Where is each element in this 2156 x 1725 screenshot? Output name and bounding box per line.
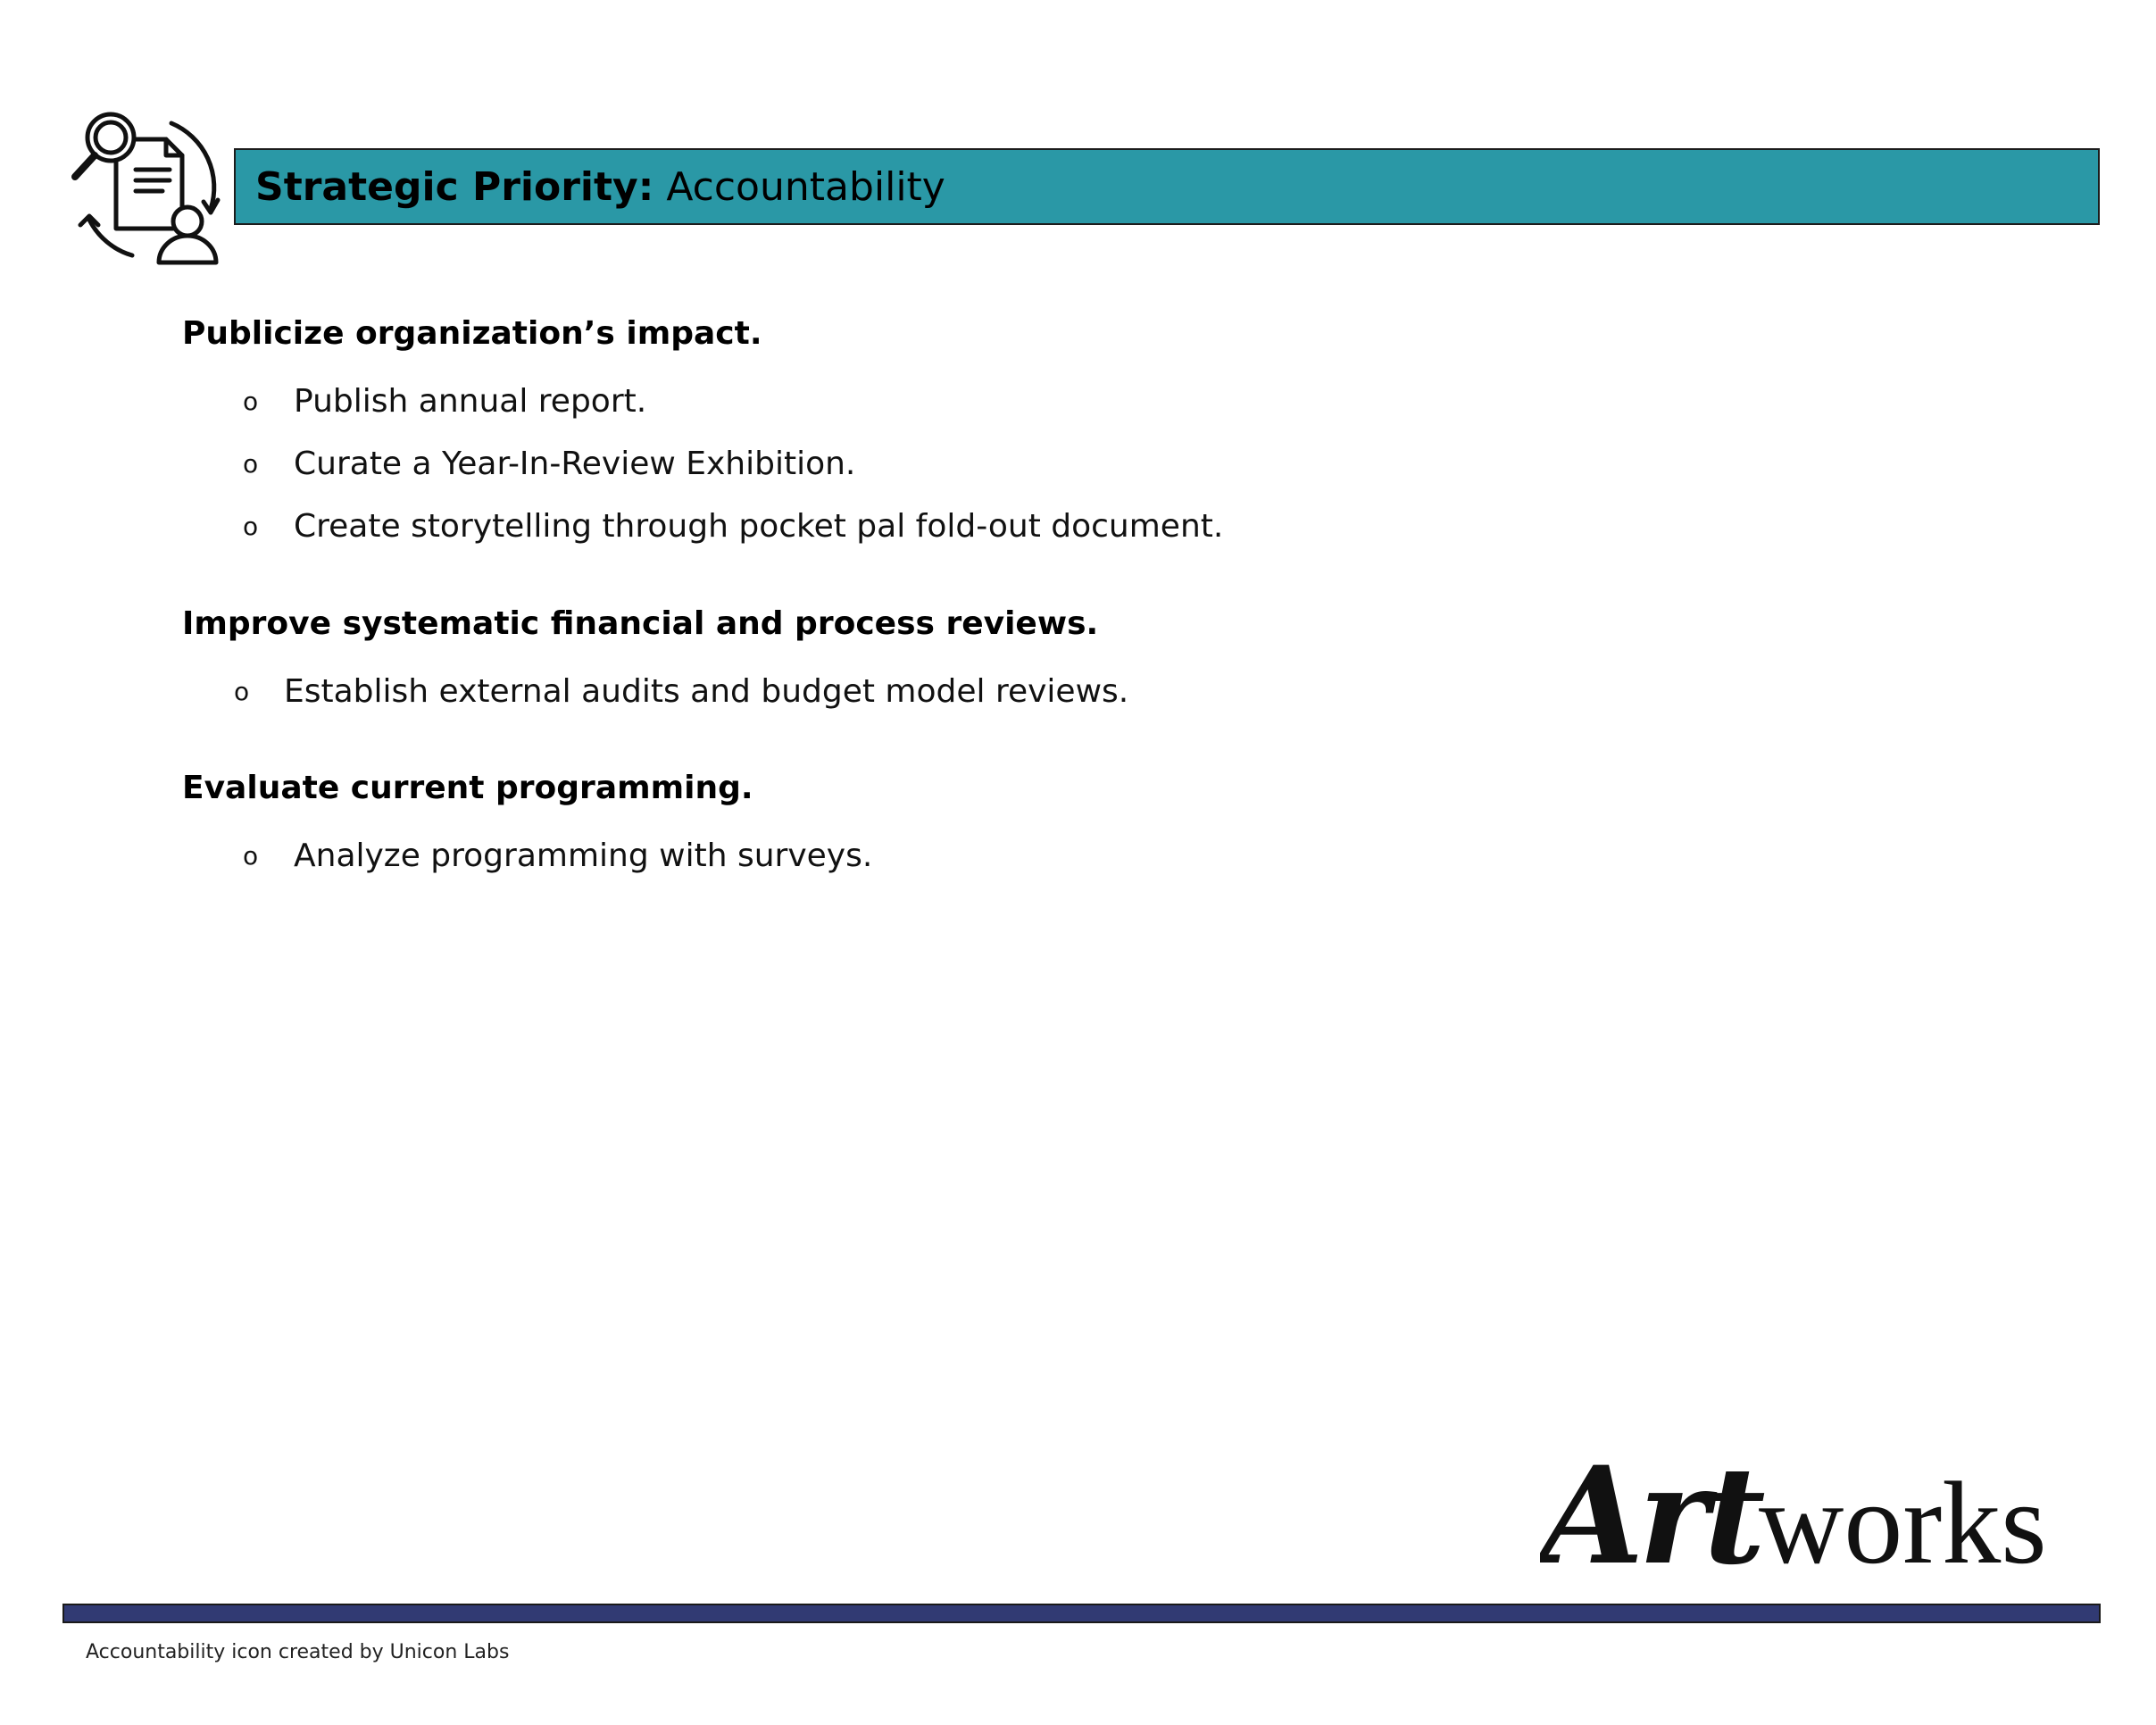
- bullet-list: [182, 825, 872, 888]
- list-item-text: Publish annual report.: [294, 383, 647, 421]
- list-item: [182, 371, 1223, 433]
- section-publicize-impact: [182, 314, 1223, 558]
- bullet-marker: o: [243, 387, 259, 417]
- artworks-logo: [1540, 1429, 2102, 1598]
- list-item-text: Create storytelling through pocket pal fold-out document.: [294, 508, 1224, 546]
- icon-credit: Accountability icon created by Unicon Labs: [86, 1641, 510, 1663]
- bullet-marker: o: [243, 512, 259, 542]
- list-item: [182, 661, 1128, 723]
- accountability-icon: [66, 102, 225, 268]
- logo-works-text: works: [1759, 1457, 2047, 1588]
- list-item-text: Curate a Year-In-Review Exhibition.: [294, 446, 856, 483]
- footer-bar: [62, 1604, 2101, 1623]
- banner-label: Strategic Priority:: [255, 163, 654, 210]
- section-evaluate-programming: [182, 769, 872, 888]
- section-title: Publicize organization’s impact.: [182, 315, 762, 352]
- section-title: Improve systematic financial and process reviews.: [182, 605, 1099, 642]
- list-item: [182, 433, 1223, 496]
- strategic-priority-banner: [234, 148, 2100, 225]
- list-item: [182, 496, 1223, 558]
- section-improve-reviews: [182, 604, 1128, 723]
- list-item-text: Establish external audits and budget model reviews.: [284, 673, 1129, 711]
- logo-art-text: Art: [1540, 1438, 1761, 1595]
- section-title: Evaluate current programming.: [182, 770, 753, 806]
- list-item-text: Analyze programming with surveys.: [294, 838, 873, 875]
- bullet-marker: o: [243, 449, 259, 479]
- bullet-marker: o: [243, 841, 259, 871]
- bullet-marker: o: [234, 677, 250, 707]
- bullet-list: [182, 371, 1223, 558]
- banner-value: Accountability: [666, 163, 945, 210]
- bullet-list: [182, 661, 1128, 723]
- list-item: [182, 825, 872, 888]
